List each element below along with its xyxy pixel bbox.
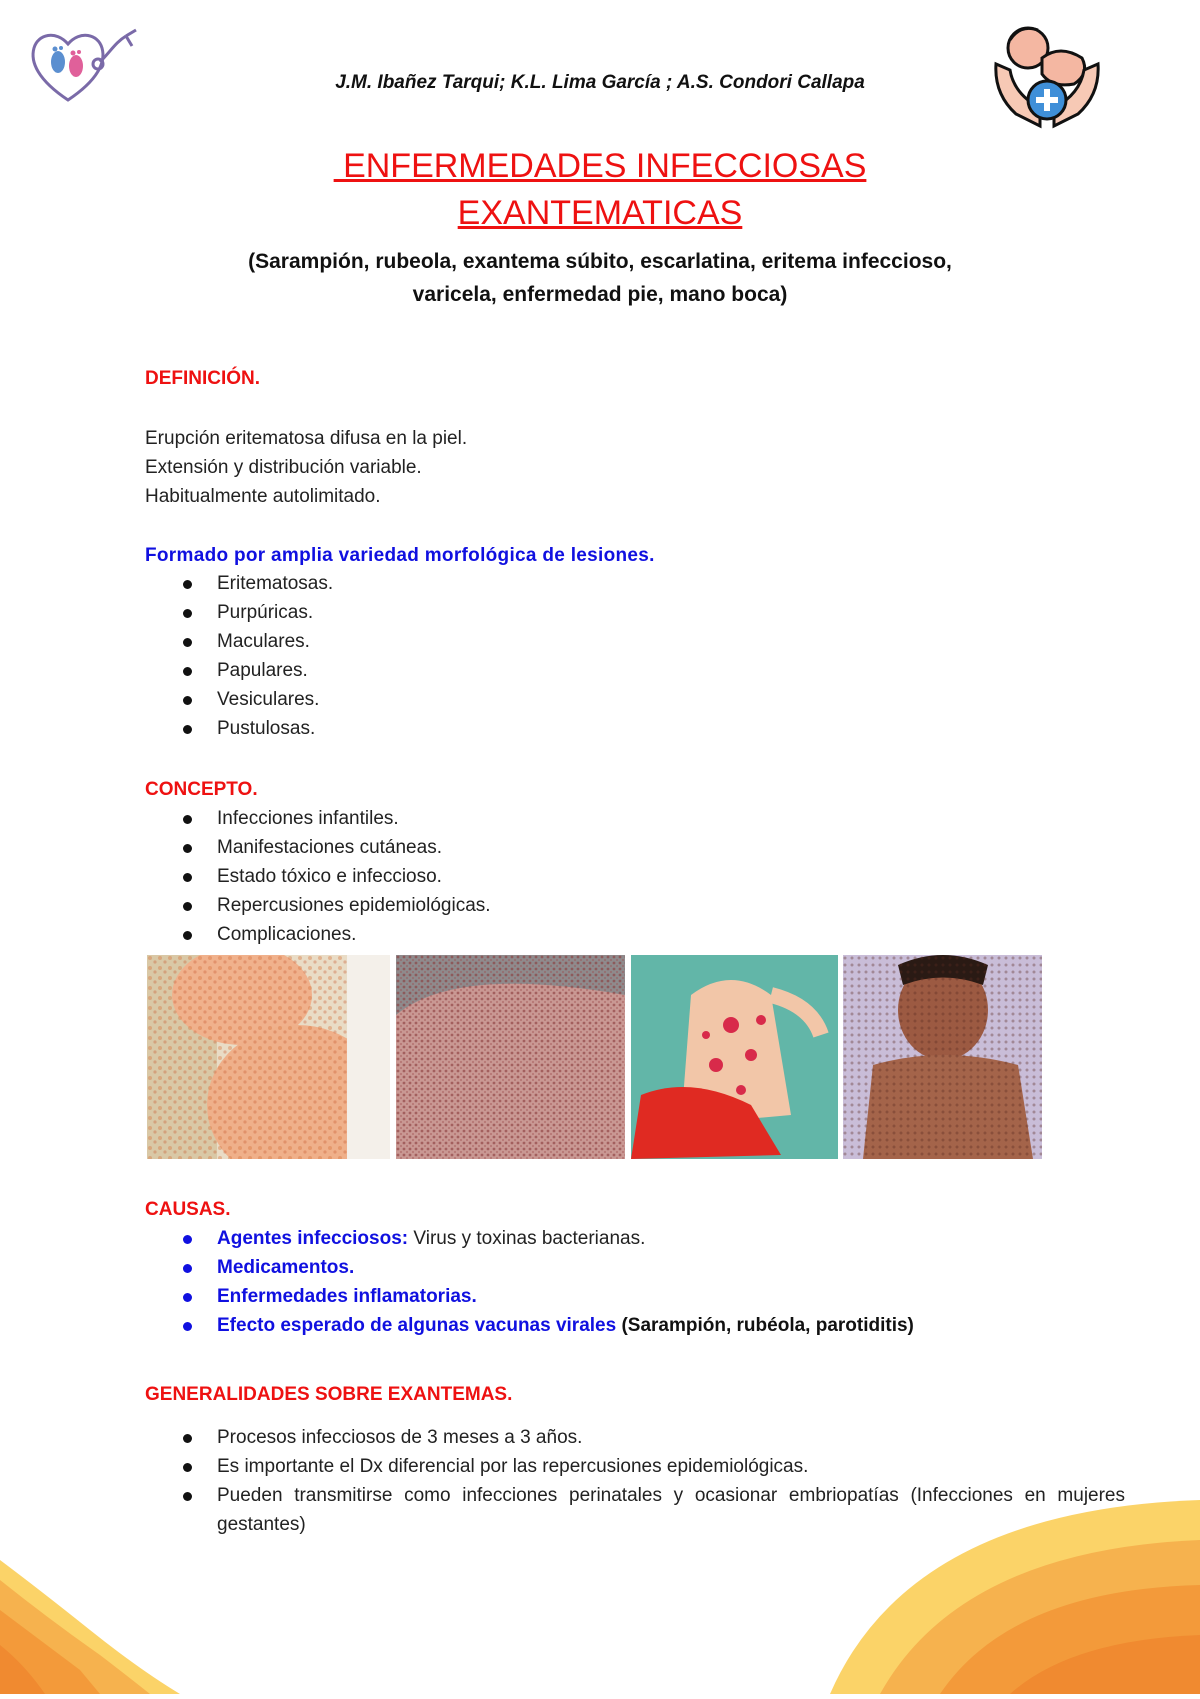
list-item: Pustulosas. [145,714,333,743]
causa-text: (Sarampión, rubéola, parotiditis) [616,1315,914,1336]
definicion-line: Habitualmente autolimitado. [145,486,381,507]
subtitle-line-2: varicela, enfermedad pie, mano boca) [412,283,788,306]
bottom-right-wave [820,1480,1200,1694]
list-item: Estado tóxico e infeccioso. [145,862,491,891]
page-title [0,143,1200,237]
causa-bold: Medicamentos. [217,1257,355,1278]
list-item: Manifestaciones cutáneas. [145,833,491,862]
concepto-list [145,804,491,949]
definicion-line: Extensión y distribución variable. [145,457,422,478]
list-item: Es importante el Dx diferencial por las repercusiones epidemiológicas. [145,1452,1125,1481]
back-vesicles-photo [631,955,838,1159]
list-item: Pueden transmitirse como infecciones perinatales y ocasionar embriopatías (Infecciones en mujeres gestantes) [145,1481,1125,1539]
causas-list [145,1224,914,1340]
list-item: Repercusiones epidemiológicas. [145,891,491,920]
list-item [145,1224,914,1253]
leg-rash-photo [396,955,625,1159]
title-line-2: EXANTEMATICAS [457,194,743,232]
causas-heading: CAUSAS. [145,1199,231,1220]
causa-bold: Agentes infecciosos: [217,1228,409,1249]
causa-bold: Enfermedades inflamatorias. [217,1286,477,1307]
causa-bold: Efecto esperado de algunas vacunas virales [217,1315,617,1336]
definicion-line: Erupción eritematosa difusa en la piel. [145,428,468,449]
subtitle-line-1: (Sarampión, rubeola, exantema súbito, escarlatina, eritema infeccioso, [248,250,952,273]
list-item: Maculares. [145,627,333,656]
lesiones-heading: Formado por amplia variedad morfológica de lesiones. [145,545,655,566]
list-item: Purpúricas. [145,598,333,627]
child-chest-rash-photo [843,955,1042,1159]
list-item: Complicaciones. [145,920,491,949]
causa-text: Virus y toxinas bacterianas. [408,1228,646,1249]
list-item: Vesiculares. [145,685,333,714]
bottom-left-wave [0,1560,260,1694]
list-item: Eritematosas. [145,569,333,598]
lesiones-list [145,569,333,743]
list-item: Procesos infecciosos de 3 meses a 3 años. [145,1423,1125,1452]
list-item [145,1253,914,1282]
authors: J.M. Ibañez Tarqui; K.L. Lima García ; A.S. Condori Callapa [335,72,865,93]
list-item: Infecciones infantiles. [145,804,491,833]
infant-rash-photo [147,955,390,1159]
subtitle [150,245,1050,311]
concepto-heading: CONCEPTO. [145,779,258,800]
title-line-1: ENFERMEDADES INFECCIOSAS [333,147,867,185]
list-item: Papulares. [145,656,333,685]
generalidades-heading: GENERALIDADES SOBRE EXANTEMAS. [145,1384,513,1405]
definicion-heading: DEFINICIÓN. [145,368,261,389]
definicion-text [145,424,467,511]
list-item [145,1282,914,1311]
list-item [145,1311,914,1340]
